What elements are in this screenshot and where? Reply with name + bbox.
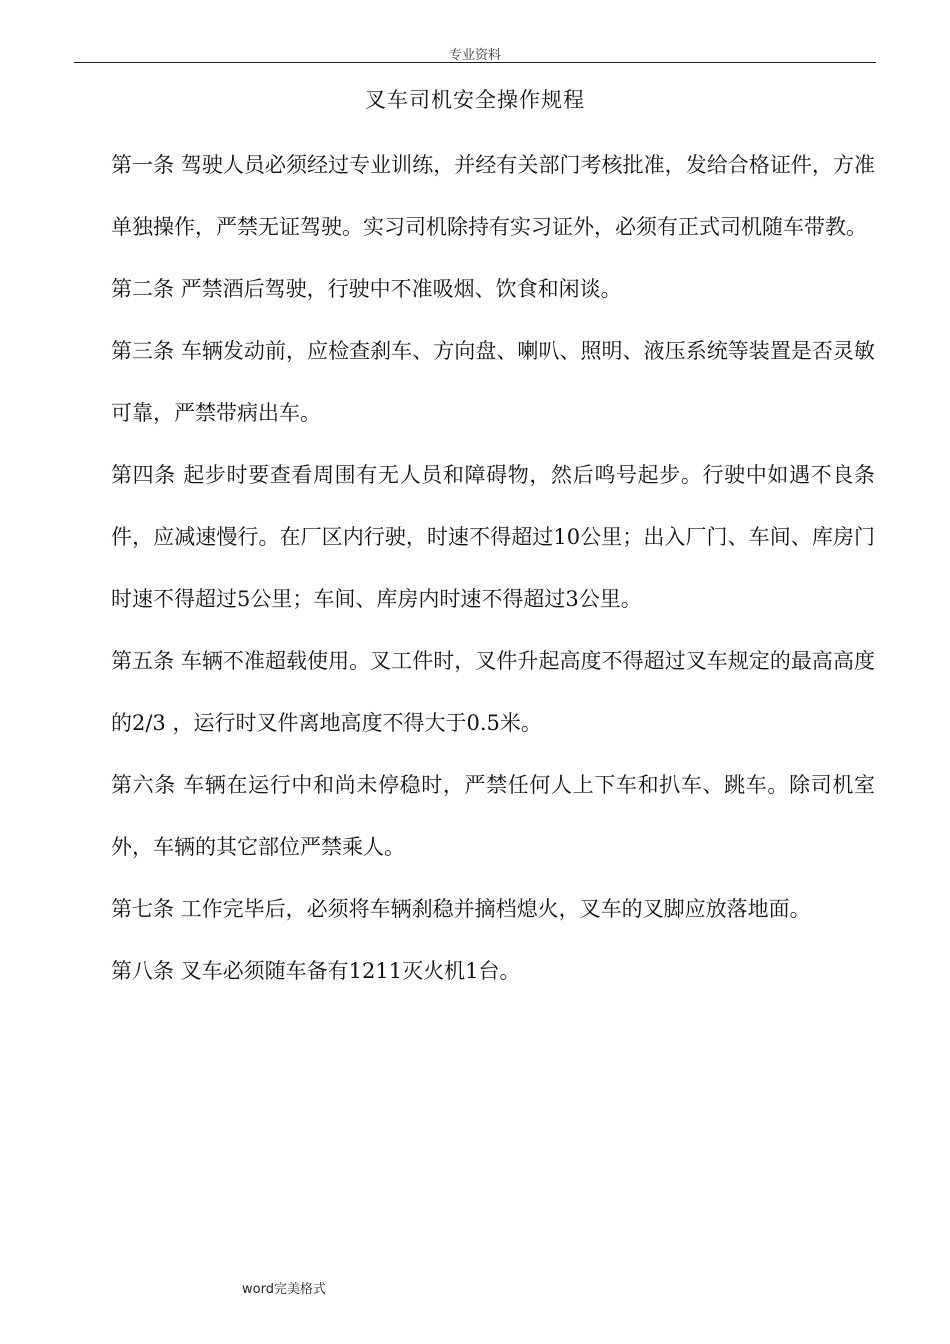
document-body bbox=[111, 134, 875, 1002]
article-1: 第一条 驾驶人员必须经过专业训练，并经有关部门考核批准，发给合格证件，方准单独操作，严禁无证驾驶。实习司机除持有实习证外，必须有正式司机随车带教。 bbox=[111, 153, 875, 239]
header-divider bbox=[74, 62, 876, 63]
page-footer: word完美格式 bbox=[242, 1282, 326, 1297]
document-title: 叉车司机安全操作规程 bbox=[365, 88, 585, 112]
article-6: 第六条 车辆在运行中和尚未停稳时，严禁任何人上下车和扒车、跳车。除司机室外，车辆的其它部位严禁乘人。 bbox=[111, 773, 875, 859]
article-8: 第八条 叉车必须随车备有1211灭火机1台。 bbox=[111, 959, 521, 983]
article-2: 第二条 严禁酒后驾驶，行驶中不准吸烟、饮食和闲谈。 bbox=[111, 277, 622, 301]
article-4: 第四条 起步时要查看周围有无人员和障碍物，然后鸣号起步。行驶中如遇不良条件，应减速慢行。在厂区内行驶，时速不得超过10公里；出入厂门、车间、库房门时速不得超过5公里；车间、库房内时速不得超过3公里。 bbox=[111, 463, 875, 611]
page-header: 专业资料 bbox=[448, 48, 501, 63]
article-3: 第三条 车辆发动前，应检查刹车、方向盘、喇叭、照明、液压系统等装置是否灵敏可靠，严禁带病出车。 bbox=[111, 339, 875, 425]
article-5: 第五条 车辆不准超载使用。叉工件时，叉件升起高度不得超过叉车规定的最高高度的2/3 ，运行时叉件离地高度不得大于0.5米。 bbox=[111, 649, 875, 735]
article-7: 第七条 工作完毕后，必须将车辆刹稳并摘档熄火，叉车的叉脚应放落地面。 bbox=[111, 897, 811, 921]
